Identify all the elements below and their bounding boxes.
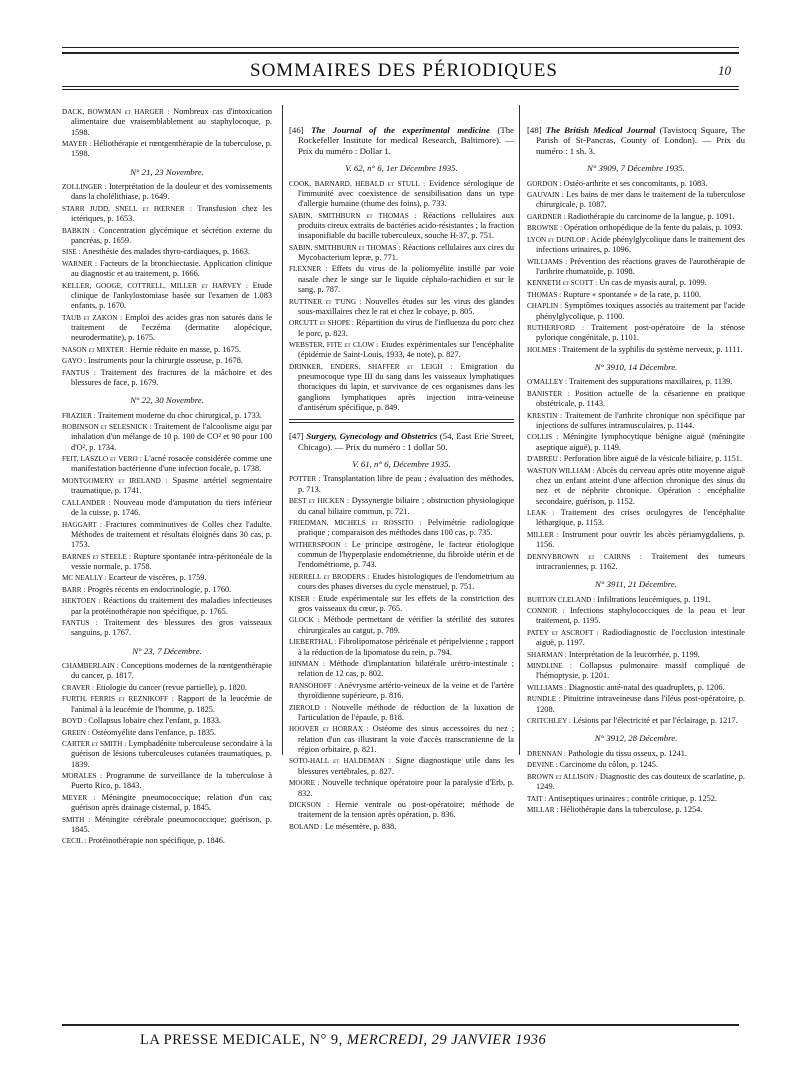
article-title: Protéinothérapie non spécifique, p. 1846.: [88, 836, 226, 846]
page-footer: [140, 1032, 700, 1049]
article-authors: LEAK :: [527, 509, 555, 518]
article-entry: [62, 573, 272, 583]
article-authors: HERRELL et BRODERS :: [289, 572, 370, 581]
article-authors: DACK, BOWMAN et HARGER :: [62, 108, 170, 116]
article-entry: [289, 179, 514, 210]
article-authors: DENNYBROWN et CAIRNS :: [527, 552, 642, 561]
article-authors: WEBSTER, FITE et CLOW :: [289, 341, 379, 350]
article-entry: [62, 793, 272, 814]
article-authors: HOLMES :: [527, 345, 561, 354]
article-title: Interprétation de la leucorrhée, p. 1199.: [568, 649, 700, 659]
article-entry: [527, 411, 745, 432]
article-authors: HAGGART :: [62, 520, 102, 529]
article-title: Anévrysme artério-veineux de la veine et de l'artère thyroïdienne supérieure, p. 816.: [298, 680, 514, 701]
article-title: Traitement des tumeurs intracraniennes, p. 1162.: [536, 551, 745, 571]
article-title: Le mésentère, p. 838.: [324, 821, 397, 831]
article-title: Concentration glycémique et sécrétion externe du pancréas, p. 1659.: [71, 225, 272, 245]
article-entry: [62, 739, 272, 770]
header-rule-top: [62, 47, 739, 48]
article-authors: CONNOR :: [527, 607, 565, 616]
article-authors: CALLANDER :: [62, 498, 111, 507]
footer-publication: LA PRESSE MEDICALE,: [140, 1032, 306, 1048]
article-authors: MILLER :: [527, 530, 559, 539]
article-title: Méningite lymphocytique bénigne aiguë (méningite aseptique aiguë), p. 1149.: [536, 432, 745, 452]
article-entry: [527, 323, 745, 344]
article-authors: O'MALLEY :: [527, 378, 567, 387]
article-authors: WILLIAMS :: [527, 683, 567, 692]
article-entry: [527, 223, 745, 233]
article-authors: DRINKER, ENDERS, SHAFFER et LEIGH :: [289, 362, 453, 371]
article-entry: [527, 749, 745, 759]
article-authors: MORALES :: [62, 772, 103, 781]
article-title: Pelvimétrie radiologique pratique ; comparaison des méthodes dans 100 cas, p. 735.: [298, 518, 514, 538]
article-authors: GAYO :: [62, 357, 86, 366]
article-authors: BARNES et STEELE :: [62, 552, 132, 561]
article-title: Traitement des suppurations maxillaires, p. 1139.: [568, 377, 733, 387]
article-authors: FURTH, FERRIS et REZNIKOFF :: [62, 695, 174, 704]
article-authors: RANSOHOFF :: [289, 681, 337, 690]
article-title: Les bains de mer dans le traitement de la tuberculose chirurgicale, p. 1087.: [536, 190, 745, 210]
article-entry: [62, 694, 272, 715]
article-authors: DRENNAN :: [527, 749, 566, 758]
article-title: Traitement des blessures des gros vaisseaux sanguins, p. 1767.: [71, 618, 272, 638]
article-entry: [527, 694, 745, 715]
article-authors: BURTON CLELAND :: [527, 595, 596, 604]
article-entry: [62, 498, 272, 519]
article-entry: [62, 356, 272, 366]
article-title: Héliothérapie et rœntgenthérapie de la tuberculose, p. 1598.: [71, 139, 272, 159]
article-title: Nouveau mode d'amputation du tiers inférieur de la cuisse, p. 1746.: [71, 497, 272, 518]
article-authors: TAUB et ZAKON :: [62, 313, 123, 322]
article-title: Traitement des crises oculogyres de l'encéphalite léthargique, p. 1153.: [536, 508, 745, 528]
section-rule: [289, 419, 514, 423]
article-entry: [527, 301, 745, 322]
article-authors: SISE :: [62, 248, 81, 257]
article-title: Diagnostic anté-natal des quadruplets, p. 1206.: [568, 682, 725, 692]
article-title: Nouvelles études sur les virus des glandes sous-maxillaires chez le rat et chez le cobaye, p. 805.: [298, 296, 515, 316]
article-entry: [62, 107, 272, 138]
article-authors: GORDON :: [527, 179, 562, 188]
article-entry: [62, 411, 272, 421]
journal-heading: [46] The Journal of the experimental medicine (The Rockefeller Institute for medical Research, Baltimore). — Prix du numéro : Dollar 1.: [289, 125, 515, 156]
article-authors: CRITCHLEY :: [527, 717, 571, 726]
article-entry: [289, 264, 514, 295]
article-entry: [527, 179, 745, 189]
article-title: Perforation libre aiguë de la vésicule biliaire, p. 1151.: [563, 454, 742, 464]
article-title: Lésions par l'électricité et par l'éclairage, p. 1217.: [572, 716, 738, 726]
article-entry: [62, 281, 272, 312]
footer-date: MERCREDI, 29 JANVIER 1936: [346, 1032, 547, 1048]
article-entry: [527, 345, 745, 355]
article-entry: [62, 476, 272, 497]
article-title: Répartition du virus de l'influenza du porc chez le porc, p. 823.: [298, 318, 514, 338]
journal-heading: [48] The British Medical Journal (Tavistocq Square, The Parish of St-Pancras, County of London). — Prix du numéro : 1 sh. 3.: [527, 125, 745, 156]
article-authors: MC NEALLY :: [62, 574, 107, 583]
article-entry: [62, 815, 272, 836]
article-entry: [527, 432, 745, 453]
article-authors: POTTER :: [289, 475, 321, 484]
article-authors: KENNETH et SCOTT :: [527, 279, 598, 288]
issue-heading: V. 62, n° 6, 1er Décembre 1935.: [345, 163, 458, 174]
article-entry: [289, 724, 514, 755]
article-title: Traitement post-opératoire de la sténose pylorique congénitale, p. 1101.: [536, 323, 745, 343]
issue-heading: N° 22, 30 Novembre.: [130, 395, 204, 406]
article-entry: [289, 340, 514, 361]
footer-issue: N° 9,: [309, 1032, 343, 1048]
article-authors: RUTHERFORD :: [527, 324, 584, 333]
journal-heading: [47] Surgery, Gynecology and Obstetrics (54, East Erie Street, Chicago). — Prix du numéro : 1 dollar 50.: [289, 431, 514, 452]
article-authors: BOYD :: [62, 717, 87, 726]
article-title: Fractures comminutives de Colles chez l'adulte. Méthodes de traitement et résultats éloignés dans 30 cas, p. 1753.: [71, 519, 272, 550]
article-authors: MAYER :: [62, 140, 92, 149]
article-title: Méningite cérébrale pneumococcique; guérison, p. 1845.: [71, 814, 272, 834]
article-authors: MEYER :: [62, 793, 96, 802]
article-authors: SOTO-HALL et HALDEMAN :: [289, 757, 391, 766]
article-authors: HINMAN :: [289, 660, 325, 669]
article-entry: [289, 572, 514, 593]
article-entry: [62, 454, 272, 475]
article-title: Instrument pour ouvrir les abcès périamygdaliens, p. 1156.: [536, 529, 745, 550]
header-rule-bottom: [62, 86, 739, 87]
article-title: Pituitrine intraveineuse dans l'iléus post-opératoire, p. 1208.: [536, 694, 745, 714]
article-title: Un cas de myasis aural, p. 1099.: [599, 278, 707, 288]
article-entry: [527, 661, 745, 682]
article-title: Lymphadénite tuberculeuse secondaire à la guérison de lésions tuberculeuses cutanées traumatiques, p. 1839.: [71, 739, 273, 769]
article-entry: [62, 683, 272, 693]
article-title: Collapsus lobaire chez l'enfant, p. 1833.: [88, 716, 222, 726]
article-title: Hernie ventrale ou post-opératoire; méthode de traitement de la tension après opération, p. 836.: [298, 800, 515, 820]
article-authors: STARR JUDD, SNELL et HŒRNER :: [62, 204, 192, 213]
article-entry: [62, 771, 272, 792]
article-entry: [527, 683, 745, 693]
article-entry: [289, 518, 514, 539]
article-title: Etudes expérimentales sur l'encéphalite (épidémie de Saint-Louis, 1933, 4e note), p. 827.: [298, 340, 514, 360]
article-title: Etude clinique de l'ankylostomiase basée sur l'examen de 1.083 enfants, p. 1670.: [71, 280, 273, 311]
article-entry: [527, 377, 745, 387]
article-title: Réactions cellulaires aux cires du Mycobacterium lepræ, p. 771.: [298, 242, 514, 262]
article-title: Ostéomyélite dans l'enfance, p. 1835.: [91, 727, 217, 737]
article-authors: D'ABREU :: [527, 455, 562, 464]
article-authors: DEVINE :: [527, 761, 558, 770]
article-entry: [62, 368, 272, 389]
article-title: Radiodiagnostic de l'occlusion intestinale aiguë, p. 1197.: [536, 627, 745, 648]
article-entry: [289, 800, 514, 821]
article-entry: [62, 520, 272, 551]
article-authors: DICKSON :: [289, 801, 330, 809]
article-authors: ZOLLINGER :: [62, 182, 107, 191]
article-authors: ZIEROLD :: [289, 703, 327, 712]
article-authors: WARNER :: [62, 259, 98, 268]
article-title: Transfusion chez les ictériques, p. 1653.: [71, 203, 272, 224]
article-entry: [527, 190, 745, 211]
article-authors: LIEBERTHAL :: [289, 638, 337, 647]
article-authors: CARTER et SMITH :: [62, 740, 127, 749]
article-authors: SHARMAN :: [527, 650, 567, 659]
article-authors: BOLAND :: [289, 822, 323, 831]
article-title: Méningite pneumococcique; relation d'un cas; guérison après drainage cisternal, p. 1845.: [71, 792, 272, 813]
article-entry: [527, 290, 745, 300]
issue-heading: V. 61, n° 6, Décembre 1935.: [352, 459, 451, 470]
article-authors: FRIEDMAN, MICHELS et ROSSITO :: [289, 519, 422, 528]
article-authors: BEST et HICKEN :: [289, 497, 349, 506]
article-entry: [289, 615, 514, 636]
article-title: Radiothérapie du carcinome de la langue, p. 1091.: [567, 211, 735, 221]
article-entry: [289, 659, 514, 680]
article-authors: TAIT :: [527, 794, 547, 803]
article-title: Traitement de la syphilis du système nerveux, p. 1111.: [562, 344, 743, 354]
article-authors: FANTUS :: [62, 619, 98, 628]
article-title: Opération orthopédique de la fente du palais, p. 1093.: [564, 223, 743, 233]
article-title: Méthode d'implantation bilatérale urétro-intestinale ; relation de 12 cas, p. 802.: [298, 659, 514, 679]
article-title: Etude expérimentale sur les effets de la constriction des gros vaisseaux du cœur, p. 765.: [298, 593, 514, 613]
article-title: Prévention des réactions graves de l'aurothérapie de l'arthrite rhumatoïde, p. 1098.: [536, 256, 745, 276]
article-authors: COLLIS :: [527, 433, 559, 442]
article-title: Héliothérapie dans la tuberculose, p. 1254.: [560, 804, 703, 814]
article-title: Réactions du traitement des maladies infectieuses par la protéinothérapie non spécifique, p. 1765.: [71, 596, 272, 616]
column-divider-left: [282, 105, 283, 755]
article-authors: BROWN et ALLISON :: [527, 772, 598, 781]
column-divider-right: [519, 105, 520, 755]
article-entry: [289, 822, 514, 832]
left-column: [62, 107, 272, 848]
article-entry: [289, 756, 514, 777]
article-title: Facteurs de la bronchiectasie. Application clinique au diagnostic et au traitement, p. 1666.: [71, 258, 273, 279]
article-title: Traitement de l'arthrite chronique non spécifique par injections de sulfures intramusculaires, p. 1144.: [536, 410, 745, 430]
article-title: Instruments pour la chirurgie osseuse, p. 1678.: [87, 356, 243, 366]
article-title: Progrès récents en endocrinologie, p. 1760.: [87, 584, 232, 594]
article-authors: RUTTNER et T'UNG :: [289, 297, 362, 306]
page-title: SOMMAIRES DES PÉRIODIQUES: [250, 60, 558, 81]
article-authors: WITHERSPOON :: [289, 540, 347, 549]
article-authors: HOOVER et HORRAX :: [289, 725, 369, 734]
article-title: Nouvelle méthode de réduction de la luxation de l'articulation de l'épaule, p. 818.: [298, 702, 514, 722]
article-authors: GARDNER :: [527, 212, 566, 221]
article-authors: CHAPLIN :: [527, 302, 563, 311]
article-entry: [62, 596, 272, 617]
article-title: Programme de surveillance de la tuberculose à Puerto Rico, p. 1843.: [71, 771, 272, 791]
middle-column: [289, 125, 514, 833]
article-title: Emploi des acides gras non saturés dans le traitement de l'eczéma (dermatite alopécique, neurodermatite), p. 1675.: [71, 312, 273, 343]
article-title: Interprétation de la douleur et des vomissements dans la cholélithiase, p. 1649.: [71, 181, 273, 202]
page-number: 10: [718, 63, 731, 78]
article-authors: BARR :: [62, 585, 86, 594]
article-entry: [289, 496, 514, 517]
article-title: Nombreux cas d'intoxication alimentaire due vraisemblablement au staphylocoque, p. 1598.: [71, 107, 273, 137]
article-title: Rapport de la leucémie de l'animal à la leucémie de l'homme, p. 1825.: [71, 694, 273, 714]
footer-rule: [62, 1024, 739, 1026]
article-title: Pathologie du tissu osseux, p. 1241.: [568, 748, 687, 758]
article-authors: KRESTIN :: [527, 411, 563, 420]
article-title: Ostéome des sinus accessoires du nez ; relation d'un cas illustrant la voie d'accès transcranienne de la région orbitaire, p. 821.: [298, 724, 514, 754]
article-authors: MONTGOMERY et IRELAND :: [62, 476, 168, 485]
article-entry: [289, 703, 514, 724]
article-authors: BROWNE :: [527, 224, 562, 233]
article-entry: [62, 716, 272, 726]
article-entry: [289, 681, 514, 702]
article-authors: BABKIN :: [62, 226, 96, 235]
article-title: Nouvelle technique opératoire pour la paralysie d'Erb, p. 832.: [298, 778, 514, 798]
article-entry: [289, 474, 514, 495]
article-title: Traitement moderne du choc chirurgical, p. 1733.: [97, 410, 262, 420]
article-title: Traitement des fractures de la mâchoire et des blessures de face, p. 1679.: [71, 367, 272, 387]
article-authors: SMITH :: [62, 815, 91, 824]
article-entry: [289, 778, 514, 799]
issue-heading: N° 3909, 7 Décembre 1935.: [587, 163, 685, 174]
article-authors: BANISTER :: [527, 389, 570, 398]
article-entry: [62, 204, 272, 225]
article-authors: ROBINSON et SELESNICK :: [62, 423, 152, 432]
article-entry: [62, 618, 272, 639]
article-entry: [527, 760, 745, 770]
article-title: Rupture spontanée intra-péritonéale de la vessie normale, p. 1758.: [71, 551, 272, 571]
article-title: Position actuelle de la césarienne en pratique obstétricale, p. 1143.: [536, 388, 746, 409]
article-entry: [62, 259, 272, 280]
article-entry: [527, 235, 745, 256]
article-title: Effets du virus de la poliomyélite instillé par voie nasale chez le singe sur le liquide céphalo-rachidien et sur le sang, p. 787.: [298, 264, 515, 295]
article-entry: [62, 182, 272, 203]
article-entry: [527, 628, 745, 649]
article-title: Evidence sérologique de l'immunité avec coexistence de sensibilisation dans un type d'allergie humaine (rhume des foins), p. 733.: [298, 178, 515, 209]
article-title: Anesthésie des malades thyro-cardiaques, p. 1663.: [82, 247, 250, 257]
article-entry: [527, 257, 745, 278]
article-entry: [527, 530, 745, 551]
article-entry: [62, 585, 272, 595]
article-entry: [62, 661, 272, 682]
article-authors: NASON et MIXTER :: [62, 345, 128, 354]
article-entry: [289, 540, 514, 571]
article-entry: [289, 297, 514, 318]
article-entry: [289, 243, 514, 264]
article-entry: [527, 794, 745, 804]
article-entry: [527, 595, 745, 605]
article-title: Antiseptiques urinaires ; contrôle critique, p. 1252.: [548, 793, 717, 803]
article-entry: [62, 226, 272, 247]
article-authors: SABIN, SMITHBURN et THOMAS :: [289, 211, 417, 220]
article-entry: [62, 728, 272, 738]
header-rule-bottom-2: [62, 89, 739, 90]
article-authors: LYON et DUNLOP :: [527, 235, 589, 244]
article-entry: [62, 247, 272, 257]
article-title: Hernie réduite en masse, p. 1675.: [129, 344, 241, 354]
issue-heading: N° 3910, 14 Décembre.: [594, 362, 678, 373]
article-entry: [527, 606, 745, 627]
article-entry: [527, 389, 745, 410]
article-authors: CHAMBERLAIN :: [62, 662, 119, 670]
article-title: Acide phénylglycolique dans le traitement des infections urinaires, p. 1096.: [536, 234, 745, 255]
article-title: Spasme artériel segmentaire traumatique, p. 1741.: [71, 475, 273, 496]
article-title: Infiltrations leucémiques, p. 1191.: [597, 594, 711, 604]
article-authors: GAUVAIN :: [527, 191, 564, 199]
article-entry: [62, 139, 272, 160]
article-entry: [289, 594, 514, 615]
article-authors: MOORE :: [289, 779, 320, 788]
article-authors: FRAZIER :: [62, 411, 96, 420]
article-authors: FEIT, LASZLO et VERO :: [62, 455, 142, 464]
article-title: Ecarteur de viscères, p. 1759.: [108, 573, 207, 583]
article-entry: [527, 278, 745, 288]
article-authors: COOK, BARNARD, HEBALD et STULL :: [289, 179, 426, 188]
header-rule-double: [62, 52, 739, 54]
article-title: Infections staphylococciques de la peau et leur traitement, p. 1195.: [536, 606, 745, 626]
article-entry: [527, 650, 745, 660]
article-authors: MILLAR :: [527, 805, 559, 814]
article-entry: [527, 212, 745, 222]
article-authors: GREEN :: [62, 728, 90, 737]
issue-heading: N° 21, 23 Novembre.: [130, 166, 204, 177]
article-title: Emigration du pneumocoque type III du sang dans les vaisseaux lymphatiques thoraciques du lapin, et survivance de ces organismes dans les ganglions lymphatiques après injection intra-veineuse d'antisérum spécifique, p. 849.: [298, 361, 515, 413]
issue-heading: N° 3912, 28 Décembre.: [594, 733, 678, 744]
article-authors: ORCUTT et SHOPE :: [289, 319, 355, 328]
article-title: Transplantation libre de peau ; évaluation des méthodes, p. 713.: [298, 474, 514, 494]
article-title: Fibrolipomatose périrénale et péripelvienne ; rapport à la réduction de la lipomatose du rein, p. 794.: [298, 637, 514, 657]
article-title: Traitement de l'alcoolisme aigu par inhalation d'un mélange de 10 p. 100 de CO² et 90 pour 100 d'O², p. 1734.: [71, 422, 272, 452]
article-entry: [62, 836, 272, 846]
article-title: Signe diagnostique utile dans les blessures vertébrales, p. 827.: [298, 756, 514, 776]
article-authors: FANTUS :: [62, 368, 96, 377]
article-authors: HEKTOEN :: [62, 597, 101, 606]
article-entry: [527, 772, 745, 793]
article-title: Dyssynergie biliaire ; obstruction physiologique du canal biliaire commun, p. 721.: [298, 496, 514, 516]
article-authors: WILLIAMS :: [527, 257, 568, 266]
article-entry: [527, 454, 745, 464]
article-entry: [62, 313, 272, 344]
article-authors: PATEY et ASCROFT :: [527, 628, 599, 637]
article-authors: MINDLINE :: [527, 662, 572, 671]
article-title: Ostéo-arthrite et ses concomitants, p. 1083.: [563, 178, 708, 188]
article-authors: THOMAS :: [527, 290, 562, 299]
article-entry: [527, 552, 745, 573]
article-title: Le principe œstrogène, le facteur étiologique commun de l'hyperplasie endométrienne, du fibroïde utérin et de l'endométriome, p. 743.: [298, 539, 515, 570]
article-title: Conceptions modernes de la rœntgenthérapie du cancer, p. 1817.: [71, 661, 272, 681]
article-authors: KISER :: [289, 594, 315, 603]
article-title: Carcinome du côlon, p. 1245.: [559, 760, 659, 770]
article-authors: FLEXNER :: [289, 265, 328, 274]
article-authors: SABIN, SMITHBURN et THOMAS :: [289, 243, 401, 252]
article-authors: GLOCK :: [289, 616, 320, 625]
article-authors: CECIL :: [62, 837, 87, 846]
article-title: Collapsus pulmonaire massif compliqué de l'hémoptysie, p. 1201.: [536, 661, 746, 681]
article-authors: WASTON WILLIAM :: [527, 466, 595, 475]
right-column: [527, 125, 745, 816]
article-entry: [289, 211, 514, 242]
article-entry: [62, 345, 272, 355]
article-authors: CRAVER :: [62, 683, 95, 692]
issue-heading: N° 3911, 21 Décembre.: [595, 579, 677, 590]
article-entry: [62, 422, 272, 453]
article-entry: [527, 508, 745, 529]
article-title: Méthode permettant de vérifier la stérilité des sutures chirurgicales au catgut, p. 789.: [298, 615, 514, 635]
article-title: Réactions cellulaires aux produits cireux extraits de bactéries acido-résistantes ; la fraction insaponifiable du bacille tuberculeux, souche H-37, p. 751.: [298, 210, 514, 241]
article-entry: [62, 552, 272, 573]
article-authors: RUNDLE :: [527, 695, 561, 704]
article-authors: KELLER, GOOGE, COTTRELL, MILLER et HARVEY :: [62, 281, 248, 290]
article-title: L'acné rosacée considérée comme une manifestation bactérienne d'une infection focale, p. 1738.: [71, 454, 272, 474]
article-entry: [289, 362, 514, 413]
article-title: Rupture « spontanée » de la rate, p. 1100.: [563, 289, 701, 299]
article-entry: [289, 637, 514, 658]
article-title: Symptômes toxiques associés au traitement par l'acide phénylglycolique, p. 1100.: [536, 301, 745, 321]
article-entry: [527, 466, 745, 507]
article-title: Etiologie du cancer (revue partielle), p. 1820.: [96, 682, 248, 692]
article-title: Diagnostic des cas douteux de scarlatine, p. 1249.: [536, 771, 745, 792]
issue-heading: N° 23, 7 Décembre.: [132, 645, 202, 656]
article-entry: [527, 805, 745, 815]
article-title: Abcès du cerveau après otite moyenne aiguë chez un enfant atteint d'une affection chronique des sinus du nez et de néphrite chronique. Opération : encéphalite secondaire, guérison, p. 1152.: [536, 465, 745, 506]
article-title: Etudes histologiques de l'endometrium au cours des phases diverses du cycle menstruel, p. 751.: [298, 571, 514, 592]
article-entry: [289, 318, 514, 339]
article-entry: [527, 716, 745, 726]
